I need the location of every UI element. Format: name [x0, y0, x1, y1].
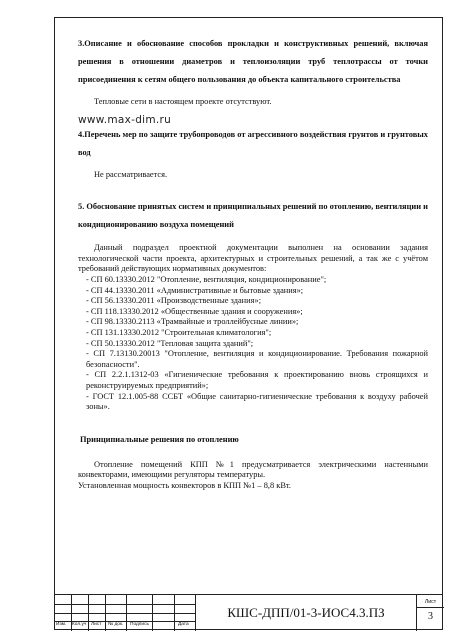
column-label: Подпись [130, 622, 149, 627]
sheet-box [416, 595, 443, 631]
section-3-text: Тепловые сети в настоящем проекте отсутствуют. [94, 97, 272, 106]
section-5-intro: Данный подраздел проектной документации выполнен на основании задания технологической части проекта, архитектурных и строительных решений, а так же с учётом требований действующих нормативных документов: [78, 243, 428, 274]
section-3-heading: 3.Описание и обоснование способов прокладки и конструктивных решений, включая решения в отношении диаметров и теплоизоляции труб теплотрассы от точки присоединения к сетям общего пользования до объекта капитального строительства [78, 39, 428, 84]
norm-item: - СП 50.13330.2012 "Тепловая защита зданий"; [86, 338, 254, 348]
norms-list [78, 275, 428, 413]
section-4-text: Не рассматривается. [94, 169, 168, 179]
norm-item: - СП 118.13330.2012 «Общественные здания и сооружения»; [86, 306, 303, 316]
sheet-label: Лист [424, 599, 437, 605]
column-label: Кол.уч [72, 622, 87, 627]
norm-item: - СП 44.13330.2011 «Административные и бытовые здания»; [86, 285, 304, 295]
sheet-number: 3 [428, 611, 433, 622]
norm-item: - СП 60.13330.2012 "Отопление, вентиляция, кондиционирование"; [86, 274, 327, 284]
column-label: Лист [91, 622, 102, 627]
watermark-url: www.max-dim.ru [78, 113, 172, 126]
norm-item: - СП 56.13330.2011 «Производственные здания»; [86, 296, 262, 306]
document-code: КШС-ДПП/01-3-ИОС4.3.ПЗ [227, 605, 385, 620]
column-label: Дата [178, 622, 189, 627]
norm-item: - СП 98.13330.2113 «Трамвайные и троллейбусные линии»; [86, 317, 299, 327]
heating-heading: Принципиальные решения по отоплению [80, 434, 239, 444]
section-5-heading: 5. Обоснование принятых систем и принципиальных решений по отоплению, вентиляции и кондиционированию воздуха помещений [78, 202, 428, 230]
heating-paragraph-2: Установленная мощность конвекторов в КПП №1 – 8,8 кВт. [78, 480, 292, 490]
title-block [54, 594, 443, 630]
column-label: Изм. [56, 622, 67, 627]
norm-item: - СП 2.2.1.1312-03 «Гигиенические требования к проектированию вновь строящихся и реконструируемых предприятий»; [86, 370, 428, 390]
section-4-heading: 4.Перечень мер по защите трубопроводов от агрессивного воздействия грунтов и грунтовых вод [78, 129, 428, 157]
norm-item: - СП 7.13130.20013 "Отопление, вентиляция и кондиционирование. Требования пожарной безопасности". [86, 349, 428, 369]
column-label: № док. [108, 622, 124, 627]
norm-item: - ГОСТ 12.1.005-88 ССБТ «Общие санитарно-гигиенические требования к воздуху рабочей зоны». [86, 391, 428, 412]
revision-grid [54, 595, 196, 631]
heating-paragraph-1: Отопление помещений КПП №1 предусматривается электрическими настенными конвекторами, имеющими регуляторы температуры. [78, 459, 428, 480]
document-body [78, 35, 428, 491]
norm-item: - СП 131.13330.2012 "Строительная климатология"; [86, 327, 272, 337]
